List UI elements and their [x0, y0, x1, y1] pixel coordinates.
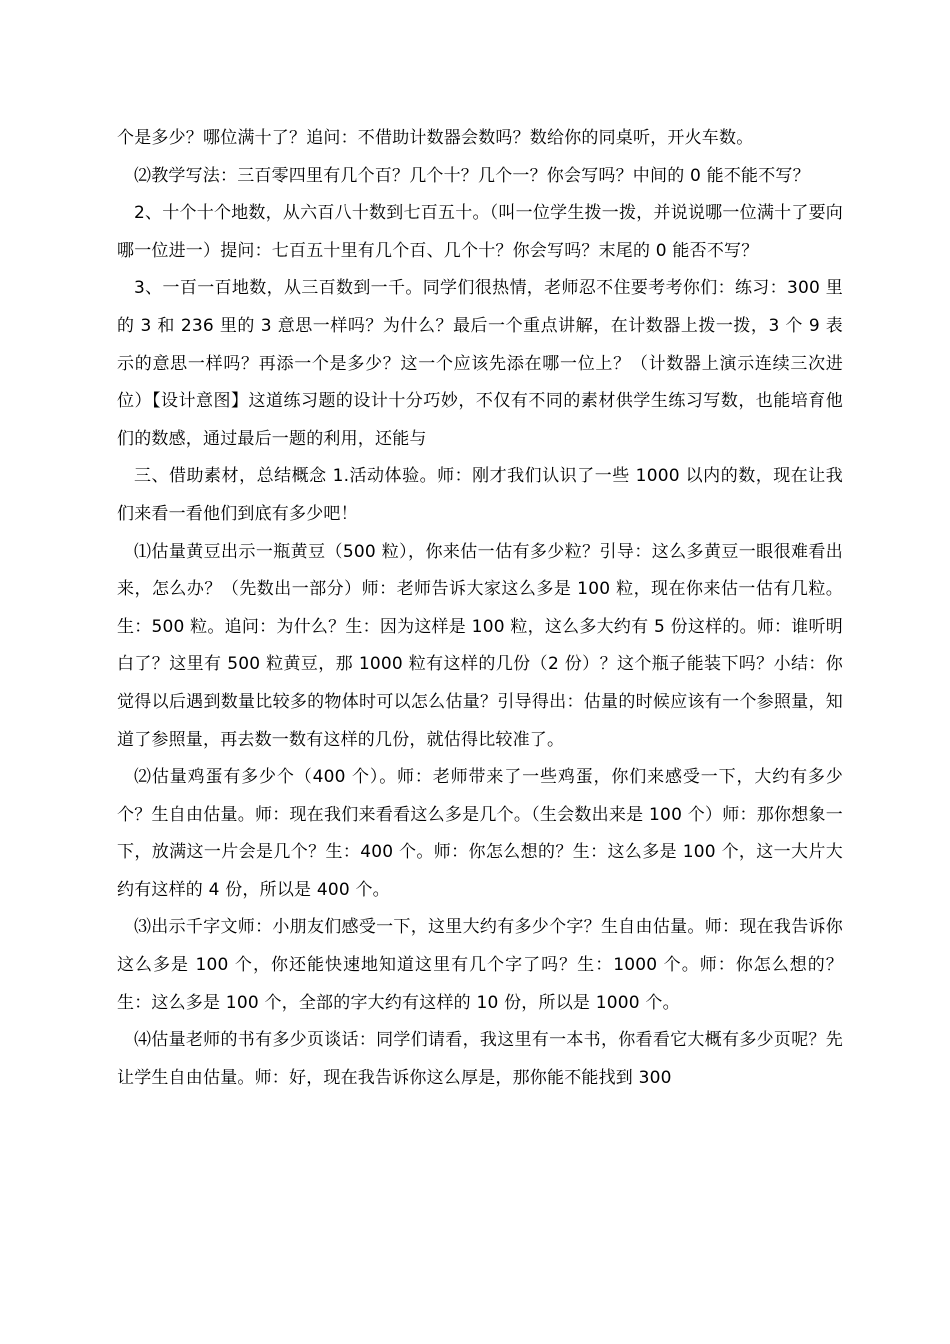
- paragraph-section-three: 三、借助素材，总结概念 1.活动体验。师：刚才我们认识了一些 1000 以内的数，现在让我们来看一看他们到底有多少吧！: [117, 466, 843, 524]
- paragraph-estimate-beans: ⑴估量黄豆出示一瓶黄豆（500 粒），你来估一估有多少粒？引导：这么多黄豆一眼很难看出来，怎么办？（先数出一部分）师：老师告诉大家这么多是 100 粒，现在你来估一估有几粒。生：500 粒。追问：为什么？生：因为这样是 100 粒，这么多大约有 5 份这样的。师：谁听明白了？这里有 500 粒黄豆，那 1000 粒有这样的几份（2 份）？这个瓶子能装下吗？小结：你觉得以后遇到数量比较多的物体时可以怎么估量？引导得出：估量的时候应该有一个参照量，知道了参照量，再去数一数有这样的几份，就估得比较准了。: [117, 541, 843, 750]
- paragraph-continuation: 个是多少？哪位满十了？追问：不借助计数器会数吗？数给你的同桌听，开火车数。: [117, 128, 754, 148]
- paragraph-estimate-eggs: ⑵估量鸡蛋有多少个（400 个）。师：老师带来了一些鸡蛋，你们来感受一下，大约有多少个？生自由估量。师：现在我们来看看这么多是几个。（生会数出来是 100 个）师：那你想象一下，放满这一片会是几个？生：400 个。师：你怎么想的？生：这么多是 100 个，这一大片大约有这样的 4 份，所以是 400 个。: [117, 767, 843, 900]
- paragraph-estimate-book-pages: ⑷估量老师的书有多少页谈话：同学们请看，我这里有一本书，你看看它大概有多少页呢？先让学生自由估量。师：好，现在我告诉你这么厚是，那你能不能找到 300: [117, 1030, 843, 1088]
- paragraph-count-by-tens: 2、十个十个地数，从六百八十数到七百五十。（叫一位学生拨一拨，并说说哪一位满十了要向哪一位进一）提问：七百五十里有几个百、几个十？你会写吗？末尾的 0 能否不写？: [117, 203, 843, 261]
- paragraph-count-by-hundreds: 3、一百一百地数，从三百数到一千。同学们很热情，老师忍不住要考考你们：练习：300 里的 3 和 236 里的 3 意思一样吗？为什么？最后一个重点讲解，在计数器上拨一拨，3 个 9 表示的意思一样吗？再添一个是多少？这一个应该先添在哪一位上？（计数器上演示连续三次进位）【设计意图】这道练习题的设计十分巧妙，不仅有不同的素材供学生练习写数，也能培育他们的数感，通过最后一题的利用，还能与: [117, 278, 843, 449]
- paragraph-thousand-characters: ⑶出示千字文师：小朋友们感受一下，这里大约有多少个字？生自由估量。师：现在我告诉你这么多是 100 个，你还能快速地知道这里有几个字了吗？生：1000 个。师：你怎么想的？生：这么多是 100 个，全部的字大约有这样的 10 份，所以是 1000 个。: [117, 917, 843, 1013]
- paragraph-writing-method: ⑵教学写法：三百零四里有几个百？几个十？几个一？你会写吗？中间的 0 能不能不写？: [134, 165, 810, 186]
- document-body: [117, 120, 843, 1097]
